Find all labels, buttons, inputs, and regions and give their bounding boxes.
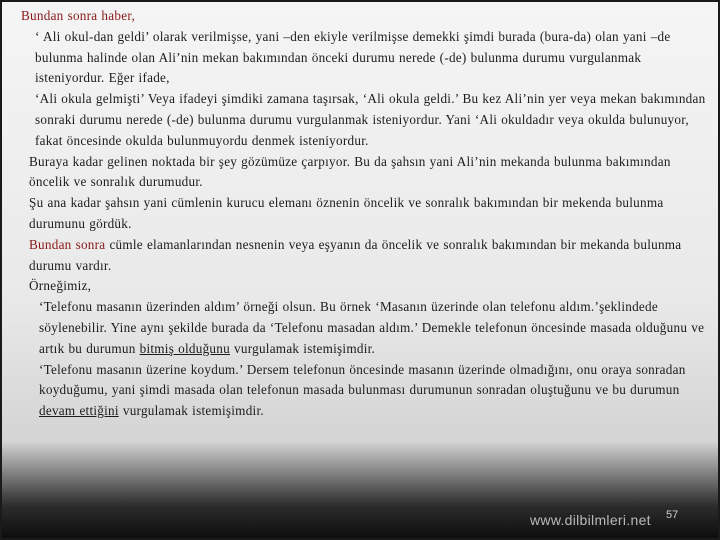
paragraph-2: ‘Ali okula gelmişti’ Veya ifadeyi şimdiki zamana taşırsak, ‘Ali okula geldi.’ Bu kez Ali’nin yer veya mekan bakımından sonraki durumu nerede (-de) bulunma durumu vurgulanmak isteniyordur. Yani ‘Ali okuldadır veya okulda bulunuyor, fakat öncesinde okulda bulunmuyordu denmek isteniyordur. xyxy=(35,91,706,148)
paragraph-5-highlight: Bundan sonra xyxy=(29,236,106,252)
paragraph-7-end: vurgulamak istemişimdir. xyxy=(229,340,376,356)
website-footer: www.dilbilmleri.net xyxy=(530,512,651,528)
paragraph-6: Örneğimiz, xyxy=(29,278,92,294)
heading-text: Bundan sonra haber, xyxy=(21,8,135,23)
paragraph-8-end: vurgulamak istemişimdir. xyxy=(118,403,264,419)
paragraph-5-text: cümle elamanlarından nesnenin veya eşyanın da öncelik ve sonralık bakımından bir mekanda bulunma durumu vardır. xyxy=(29,236,682,273)
slide-body xyxy=(9,6,713,422)
section-heading xyxy=(9,6,713,27)
paragraph-1: ‘ Ali okul-dan geldi’ olarak verilmişse, yani –den ekiyle verilmişse demekki şimdi burada (bura-da) olan yani –de bulunma halinde olan Ali’nin mekan bakımından önceki durumu nerede (-de) bulunma durumu vurgulanmak isteniyordur. Eğer ifade, xyxy=(35,28,671,86)
paragraph-7-underlined: bitmiş olduğunu xyxy=(139,340,230,356)
paragraph-8 xyxy=(9,360,713,422)
paragraph-5 xyxy=(9,235,713,277)
paragraph-7 xyxy=(9,297,713,359)
page-number: 57 xyxy=(666,509,679,521)
paragraph-3: Buraya kadar gelinen noktada bir şey gözümüze çarpıyor. Bu da şahsın yani Ali’nin mekanda bulunma bakımından öncelik ve sonralık durumudur. xyxy=(29,153,671,190)
paragraph-4: Şu ana kadar şahsın yani cümlenin kurucu elemanı öznenin öncelik ve sonralık bakımından bir mekenda bulunma durumunu gördük. xyxy=(29,195,664,231)
paragraph-8-text: ‘Telefonu masanın üzerine koydum.’ Dersem telefonun öncesinde masanın üzerinde olmadığını, onu oraya sonradan koyduğumu, yani şimdi masada olan telefonun masada bulunması durumunun sonradan oluştuğunu ve bu durumun xyxy=(39,361,686,398)
paragraph-7-text: ‘Telefonu masanın üzerinden aldım’ örneği olsun. Bu örnek ‘Masanın üzerinde olan telefonu aldım.’şeklindede söylenebilir. Yine aynı şekilde burada da ‘Telefonu masadan aldım.’ Demekle telefonun öncesinde masada olduğunu ve artık bu durumun xyxy=(39,299,705,356)
paragraph-8-underlined: devam ettiğini xyxy=(39,403,119,419)
